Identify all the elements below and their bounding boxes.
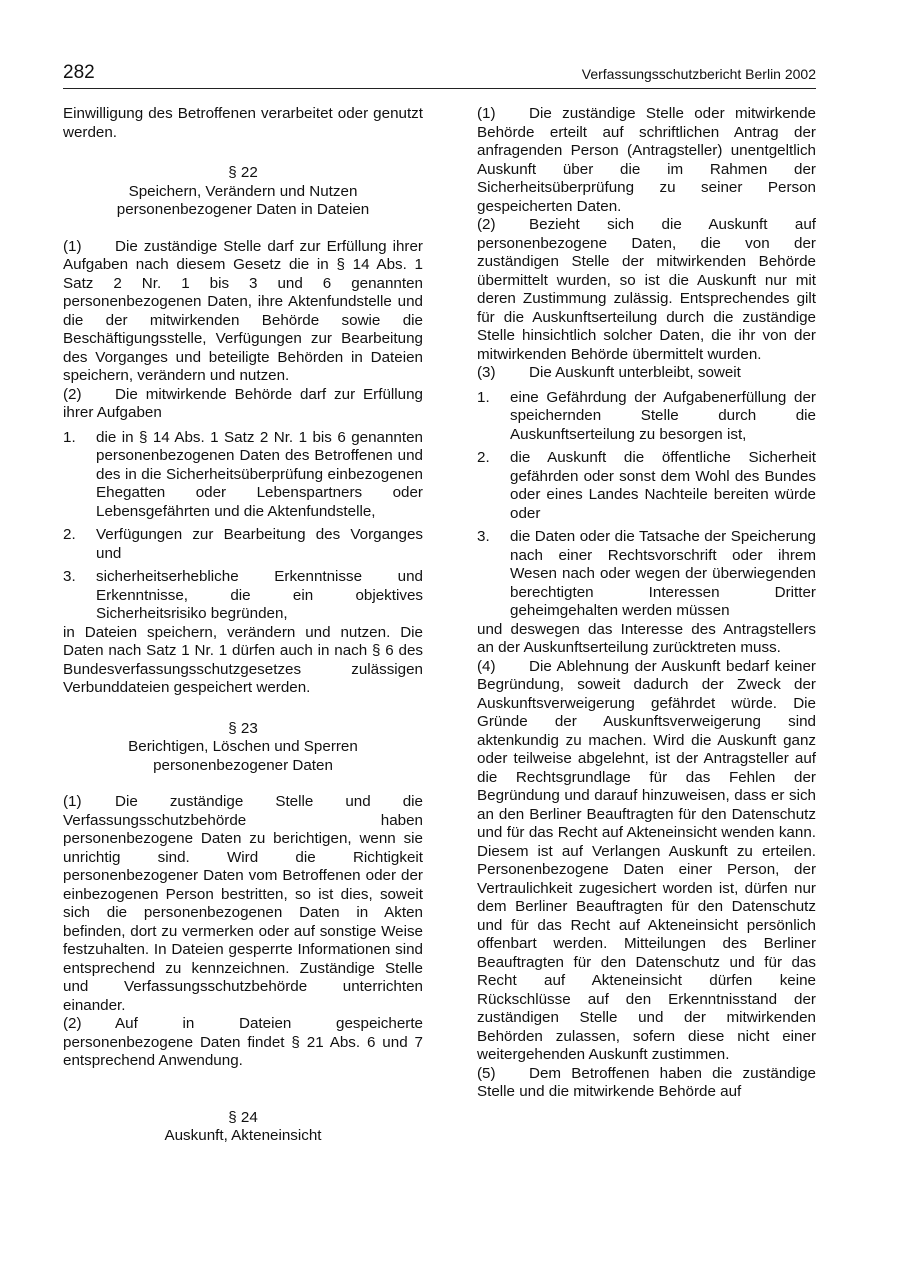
- section-24-title: Auskunft, Akteneinsicht: [164, 1127, 322, 1144]
- list-item: [63, 526, 423, 563]
- paragraph-number: (1): [477, 105, 496, 122]
- list-item: [477, 389, 816, 445]
- section-23-title-line1: Berichtigen, Löschen und Sperren: [128, 738, 358, 755]
- paragraph-text: Die zuständige Stelle oder mitwirkende Behörde erteilt auf schriftlichen Antrag der anfragenden Person (Antragsteller) unentgeltlich Auskunft über die im Rahmen der Sicherheitsüberprüfung zu seiner Person gespeicherten Daten.: [477, 105, 816, 215]
- paragraph-text: Dem Betroffenen haben die zuständige Stelle und die mitwirkende Behörde auf: [477, 1064, 816, 1100]
- section-24-paragraph-5: [477, 1065, 816, 1102]
- list-number: 3.: [477, 528, 490, 545]
- section-23-paragraph-2: [63, 1015, 423, 1071]
- paragraph-number: (1): [63, 237, 82, 255]
- section-24-closing: und deswegen das Interesse des Antragstellers an der Auskunftserteilung zurücktreten muss.: [477, 620, 816, 656]
- paragraph-text: Die zuständige Stelle darf zur Erfüllung ihrer Aufgaben nach diesem Gesetz die in § 14 Abs. 1 Satz 2 Nr. 1 bis 3 und 6 genannten personenbezogenen Daten, ihre Aktenfundstelle und die der mitwirkenden Behörde sowie die Beschäftigungsstelle, Verfügungen zur Bearbeitung des Vorganges und beteiligte Behörden in Dateien speichern, verändern und nutzen.: [63, 237, 423, 384]
- paragraph-number: (2): [63, 1015, 82, 1032]
- section-22-title-line2: personenbezogener Daten in Dateien: [116, 201, 370, 218]
- list-number: 1.: [477, 388, 490, 406]
- list-item: [477, 449, 816, 523]
- right-column: [477, 105, 816, 1102]
- section-22-number: § 22: [228, 164, 258, 181]
- list-text: eine Gefährdung der Aufgabenerfüllung der speichernden Stelle durch die Auskunftserteilung zu besorgen ist,: [510, 388, 816, 443]
- section-24-paragraph-2: [477, 216, 816, 364]
- section-22-list: [63, 429, 423, 624]
- list-text: die in § 14 Abs. 1 Satz 2 Nr. 1 bis 6 genannten personenbezogenen Daten des Betroffenen und des in die Sicherheitsüberprüfung einbezogenen Ehegatten oder Lebenspartners oder Lebensgefährten und die Aktenfundstelle,: [96, 428, 423, 520]
- section-22-title-line1: Speichern, Verändern und Nutzen: [128, 182, 358, 200]
- paragraph-number: (1): [63, 793, 82, 810]
- list-text: die Daten oder die Tatsache der Speicherung nach einer Rechtsvorschrift oder ihrem Wesen nach oder wegen der überwiegenden berechtigten Interessen Dritter geheimgehalten werden müssen: [510, 528, 816, 619]
- section-22-paragraph-1: [63, 238, 423, 386]
- intro-paragraph: Einwilligung des Betroffenen verarbeitet oder genutzt werden.: [63, 105, 423, 141]
- paragraph-number: (2): [477, 216, 496, 233]
- paragraph-number: (2): [63, 385, 82, 403]
- section-24-number: § 24: [228, 1108, 258, 1126]
- paragraph-text: Die zuständige Stelle und die Verfassungsschutzbehörde haben personenbezogene Daten zu berichtigen, wenn sie unrichtig sind. Wird die Richtigkeit personenbezogener Daten vom Betroffenen oder der einbezogenen Person bestritten, so ist dies, soweit sich die personenbezogenen Daten in Akten befinden, dort zu vermerken oder auf sonstige Weise festzuhalten. In Dateien gesperrte Informationen sind entsprechend zu kennzeichnen. Zuständige Stelle und Verfassungsschutzbehörde unterrichten einander.: [63, 793, 423, 1014]
- running-title: Verfassungsschutzbericht Berlin 2002: [581, 66, 816, 82]
- paragraph-text: Die mitwirkende Behörde darf zur Erfüllung ihrer Aufgaben: [63, 385, 423, 421]
- section-24-paragraph-3: [477, 364, 816, 383]
- paragraph-text: Die Auskunft unterbleibt, soweit: [529, 364, 741, 381]
- list-number: 2.: [477, 449, 490, 466]
- paragraph-text: Die Ablehnung der Auskunft bedarf keiner Begründung, soweit dadurch der Zweck der Auskunftsverweigerung gefährdet würde. Die Gründe der Auskunftsverweigerung sind aktenkundig zu machen. Wird die Auskunft ganz oder teilweise abgelehnt, ist der Antragsteller auf die Rechtsgrundlage für das Fehlen der Begründung und darauf hinzuweisen, dass er sich an den Berliner Beauftragten für den Datenschutz und für das Recht auf Akteneinsicht wenden kann. Diesem ist auf Verlangen Auskunft zu erteilen. Personenbezogene Daten einer Person, der Vertraulichkeit zugesichert worden ist, dürfen nur dem Berliner Beauftragten für den Datenschutz und für das Recht auf Akteneinsicht persönlich offenbart werden. Mitteilungen des Berliner Beauftragten für den Datenschutz und für das Recht auf Akteneinsicht dürfen keine Rückschlüsse auf den Erkenntnisstand der zuständigen Stelle und der mitwirkenden Behörden zulassen, sofern diese nicht einer weitergehenden Auskunft zustimmen.: [477, 657, 816, 1063]
- page-number: 282: [63, 62, 95, 83]
- section-24-paragraph-1: [477, 105, 816, 216]
- list-item: [477, 528, 816, 621]
- paragraph-number: (3): [477, 364, 496, 381]
- section-24-paragraph-4: [477, 658, 816, 1065]
- section-23-title-line2: personenbezogener Daten: [153, 756, 333, 774]
- list-number: 3.: [63, 568, 76, 585]
- page-header: [63, 62, 816, 89]
- section-22-paragraph-2: [63, 386, 423, 423]
- paragraph-text: Bezieht sich die Auskunft auf personenbezogene Daten, die von der zuständigen Stelle der mitwirkenden Behörde übermittelt wurden, so ist die Auskunft nur mit deren Zustimmung zulässig. Entsprechendes gilt für die Auskunftserteilung durch die zuständige Stelle hinsichtlich solcher Daten, die ihr von der mitwirkenden Behörde übermittelt wurden.: [477, 216, 816, 363]
- section-24-list: [477, 389, 816, 621]
- list-number: 2.: [63, 526, 76, 543]
- list-text: die Auskunft die öffentliche Sicherheit gefährden oder sonst dem Wohl des Bundes oder eines Landes Nachteile bereiten würde oder: [510, 449, 816, 522]
- paragraph-text: Auf in Dateien gespeicherte personenbezogene Daten findet § 21 Abs. 6 und 7 entsprechend Anwendung.: [63, 1015, 423, 1069]
- paragraph-number: (5): [477, 1064, 496, 1082]
- list-number: 1.: [63, 428, 76, 446]
- list-text: Verfügungen zur Bearbeitung des Vorganges und: [96, 526, 423, 562]
- paragraph-number: (4): [477, 657, 496, 675]
- section-23-paragraph-1: [63, 793, 423, 1015]
- section-22-closing: in Dateien speichern, verändern und nutzen. Die Daten nach Satz 1 Nr. 1 dürfen auch in nach § 6 des Bundesverfassungsschutzgesetzes zulässigen Verbunddateien gespeichert werden.: [63, 623, 423, 696]
- list-item: [63, 568, 423, 624]
- section-23-number: § 23: [228, 719, 258, 737]
- list-item: [63, 429, 423, 522]
- left-column: [63, 105, 423, 1146]
- list-text: sicherheitserhebliche Erkenntnisse und Erkenntnisse, die ein objektives Sicherheitsrisiko begründen,: [96, 568, 423, 622]
